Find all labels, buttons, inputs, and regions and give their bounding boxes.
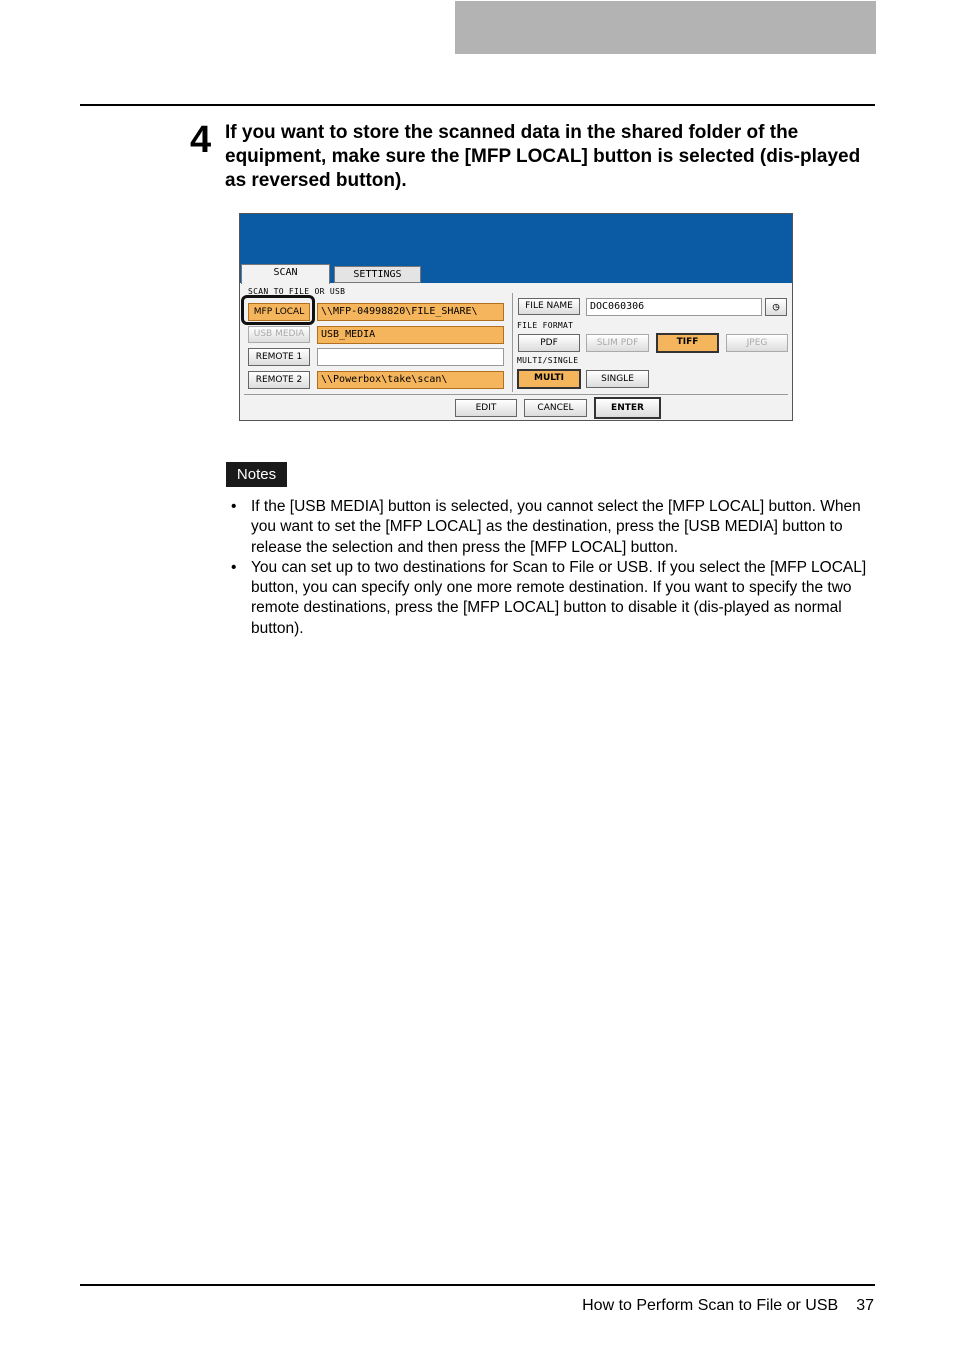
footer-title: How to Perform Scan to File or USB [582, 1297, 839, 1314]
bullet-icon: • [231, 498, 237, 515]
edit-button[interactable]: EDIT [455, 399, 517, 417]
scan-screen-screenshot [239, 213, 793, 421]
enter-button[interactable]: ENTER [594, 397, 661, 419]
note-text: If the [USB MEDIA] button is selected, you cannot select the [MFP LOCAL] button. When you want to set the [MFP LOCAL] as the destination, press the [USB MEDIA] button to release the selection and then press the [MFP LOCAL] button. [251, 498, 861, 556]
remote-1-path [317, 348, 504, 366]
remote-2-path: \\Powerbox\take\scan\ [317, 371, 504, 389]
tab-settings[interactable]: SETTINGS [334, 266, 421, 283]
panel-divider [512, 293, 513, 392]
list-item [226, 558, 876, 639]
slim-pdf-button[interactable]: SLIM PDF [586, 334, 649, 352]
tab-scan[interactable]: SCAN [241, 264, 330, 284]
pdf-button[interactable]: PDF [518, 334, 580, 352]
step-number: 4 [190, 119, 212, 161]
notes-list [226, 497, 876, 639]
section-label: SCAN TO FILE OR USB [248, 287, 346, 296]
mfp-local-highlight [241, 295, 315, 325]
bullet-icon: • [231, 558, 237, 576]
page-footer [582, 1296, 874, 1316]
file-format-label: FILE FORMAT [517, 321, 574, 330]
page-number: 37 [856, 1297, 874, 1314]
top-rule [80, 104, 875, 106]
remote-2-button[interactable]: REMOTE 2 [248, 371, 310, 389]
notes-label: Notes [226, 462, 287, 487]
tiff-button[interactable]: TIFF [656, 333, 719, 353]
file-name-field[interactable]: DOC060306 [586, 298, 762, 316]
mfp-local-button[interactable]: MFP LOCAL [248, 303, 310, 321]
usb-media-button[interactable]: USB MEDIA [248, 326, 310, 343]
list-item [226, 497, 876, 558]
file-name-button[interactable]: FILE NAME [518, 298, 580, 315]
clock-icon[interactable]: ◷ [765, 298, 787, 316]
header-bar [455, 1, 876, 54]
action-divider [244, 394, 788, 395]
single-button[interactable]: SINGLE [586, 370, 649, 388]
cancel-button[interactable]: CANCEL [524, 399, 587, 417]
mfp-local-path: \\MFP-04998820\FILE_SHARE\ [317, 303, 504, 321]
usb-media-path: USB_MEDIA [317, 326, 504, 344]
remote-1-button[interactable]: REMOTE 1 [248, 348, 310, 366]
jpeg-button[interactable]: JPEG [726, 334, 788, 352]
bottom-rule [80, 1284, 875, 1286]
multi-single-label: MULTI/SINGLE [517, 356, 579, 365]
multi-button[interactable]: MULTI [517, 369, 581, 389]
step-instruction: If you want to store the scanned data in the shared folder of the equipment, make sure the [MFP LOCAL] button is selected (dis-played as reversed button). [225, 122, 861, 191]
note-text: You can set up to two destinations for Scan to File or USB. If you select the [MFP LOCAL] button, you can specify only one more remote destination. If you want to specify the two remote destinations, press the [MFP LOCAL] button to disable it (dis-played as normal button). [251, 558, 867, 637]
